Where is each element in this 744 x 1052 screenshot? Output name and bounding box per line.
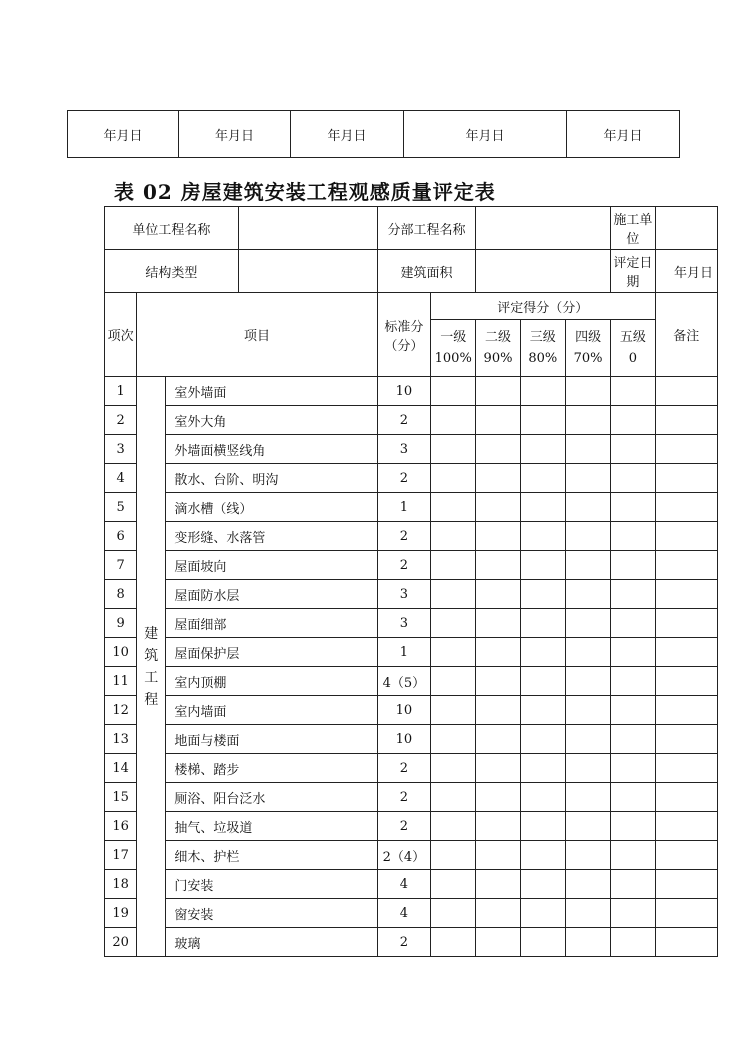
grade-2-score-cell[interactable] [476,464,520,493]
row-item: 室外大角 [166,406,377,435]
grade-5-score-cell[interactable] [611,928,655,957]
grade-5-score-cell[interactable] [611,870,655,899]
row-item: 门安装 [166,870,377,899]
grade-3-score-cell[interactable] [520,609,565,638]
grade-3-header: 三级 80% [520,320,565,377]
row-index: 4 [105,464,137,493]
table-row [105,667,718,696]
remarks-cell[interactable] [655,522,718,551]
grade-3-score-cell[interactable] [520,783,565,812]
remarks-cell[interactable] [655,667,718,696]
row-index: 10 [105,638,137,667]
category-char: 筑 [144,647,159,664]
row-index: 20 [105,928,137,957]
table-row [105,377,718,406]
row-index: 13 [105,725,137,754]
row-standard-score: 2 [377,464,430,493]
row-standard-score: 4 [377,870,430,899]
table-row [105,841,718,870]
grade-5-score-cell[interactable] [611,696,655,725]
grade-4-score-cell[interactable] [565,667,610,696]
remarks-cell[interactable] [655,754,718,783]
category-building-works [137,377,166,957]
quality-evaluation-table [104,206,718,957]
table-row [105,522,718,551]
table-row [105,493,718,522]
grade-1-score-cell[interactable] [431,638,476,667]
grade-2-score-cell[interactable] [476,841,520,870]
grade-1-score-cell[interactable] [431,928,476,957]
row-index: 5 [105,493,137,522]
grade-1-score-cell[interactable] [431,406,476,435]
grade-5-score-cell[interactable] [611,551,655,580]
grade-1-score-cell[interactable] [431,493,476,522]
grade-4-header: 四级 70% [565,320,610,377]
category-char: 建 [144,625,159,642]
sub-project-value[interactable] [476,207,611,250]
grade-4-score-cell[interactable] [565,406,610,435]
row-item: 地面与楼面 [166,725,377,754]
row-index: 11 [105,667,137,696]
grade-4-score-cell[interactable] [565,812,610,841]
remarks-cell[interactable] [655,725,718,754]
row-index: 18 [105,870,137,899]
row-index: 16 [105,812,137,841]
info-row-1 [105,207,718,250]
remarks-header: 备注 [655,293,718,377]
remarks-cell[interactable] [655,377,718,406]
grade-3-score-cell[interactable] [520,406,565,435]
row-item: 窗安装 [166,899,377,928]
grade-3-score-cell[interactable] [520,812,565,841]
remarks-cell[interactable] [655,580,718,609]
row-item: 室内顶棚 [166,667,377,696]
grade-3-score-cell[interactable] [520,754,565,783]
date-cell: 年月日 [68,111,179,158]
row-index: 3 [105,435,137,464]
grade-2-score-cell[interactable] [476,725,520,754]
grade-5-score-cell[interactable] [611,493,655,522]
grade-4-score-cell[interactable] [565,783,610,812]
grade-2-score-cell[interactable] [476,696,520,725]
remarks-cell[interactable] [655,406,718,435]
grade-1-score-cell[interactable] [431,464,476,493]
row-index: 14 [105,754,137,783]
row-standard-score: 1 [377,638,430,667]
row-index: 7 [105,551,137,580]
grade-1-score-cell[interactable] [431,783,476,812]
grade-3-score-cell[interactable] [520,493,565,522]
table-row [105,725,718,754]
row-item: 屋面坡向 [166,551,377,580]
structure-type-label: 结构类型 [105,250,239,293]
row-item: 屋面保护层 [166,638,377,667]
structure-type-value[interactable] [238,250,377,293]
grade-3-score-cell[interactable] [520,522,565,551]
date-cell: 年月日 [291,111,404,158]
grade-5-score-cell[interactable] [611,580,655,609]
row-index: 19 [105,899,137,928]
grade-1-score-cell[interactable] [431,377,476,406]
row-standard-score: 4 [377,899,430,928]
grade-5-score-cell[interactable] [611,725,655,754]
row-item: 外墙面横竖线角 [166,435,377,464]
grade-1-score-cell[interactable] [431,841,476,870]
grade-3-score-cell[interactable] [520,667,565,696]
unit-project-label: 单位工程名称 [105,207,239,250]
grade-5-score-cell[interactable] [611,812,655,841]
date-cell: 年月日 [179,111,291,158]
grade-4-score-cell[interactable] [565,928,610,957]
grade-4-score-cell[interactable] [565,899,610,928]
row-standard-score: 2（4） [377,841,430,870]
grade-5-score-cell[interactable] [611,522,655,551]
row-standard-score: 3 [377,580,430,609]
grade-4-score-cell[interactable] [565,609,610,638]
grade-4-score-cell[interactable] [565,841,610,870]
grade-2-score-cell[interactable] [476,551,520,580]
row-item: 室内墙面 [166,696,377,725]
grade-1-header: 一级 100% [431,320,476,377]
index-header: 项次 [105,293,137,377]
grade-2-score-cell[interactable] [476,667,520,696]
grade-2-score-cell[interactable] [476,435,520,464]
standard-score-header [377,293,430,377]
row-standard-score: 2 [377,754,430,783]
row-standard-score: 2 [377,783,430,812]
row-standard-score: 10 [377,377,430,406]
row-index: 15 [105,783,137,812]
category-char: 程 [144,691,159,708]
grade-2-score-cell[interactable] [476,580,520,609]
row-item: 细木、护栏 [166,841,377,870]
row-item: 室外墙面 [166,377,377,406]
info-row-2 [105,250,718,293]
table-row [105,899,718,928]
table-row [105,696,718,725]
grade-4-score-cell[interactable] [565,754,610,783]
row-index: 8 [105,580,137,609]
grade-4-score-cell[interactable] [565,870,610,899]
grade-1-score-cell[interactable] [431,696,476,725]
grade-1-score-cell[interactable] [431,609,476,638]
grade-2-score-cell[interactable] [476,899,520,928]
grade-2-score-cell[interactable] [476,870,520,899]
signature-date-table [67,110,680,158]
grade-4-score-cell[interactable] [565,522,610,551]
grade-3-score-cell[interactable] [520,696,565,725]
row-standard-score: 3 [377,609,430,638]
grade-3-score-cell[interactable] [520,928,565,957]
row-standard-score: 10 [377,696,430,725]
remarks-cell[interactable] [655,783,718,812]
grade-5-score-cell[interactable] [611,841,655,870]
grade-4-score-cell[interactable] [565,580,610,609]
grade-1-score-cell[interactable] [431,899,476,928]
grade-5-score-cell[interactable] [611,667,655,696]
table-row [105,464,718,493]
grade-1-score-cell[interactable] [431,812,476,841]
remarks-cell[interactable] [655,609,718,638]
grade-1-score-cell[interactable] [431,725,476,754]
unit-project-value[interactable] [238,207,377,250]
grade-3-score-cell[interactable] [520,551,565,580]
grade-4-score-cell[interactable] [565,435,610,464]
table-row [105,783,718,812]
remarks-cell[interactable] [655,928,718,957]
grade-3-score-cell[interactable] [520,841,565,870]
row-standard-score: 10 [377,725,430,754]
remarks-cell[interactable] [655,841,718,870]
building-area-value[interactable] [476,250,611,293]
construction-unit-label: 施工单位 [611,207,655,250]
grade-3-score-cell[interactable] [520,899,565,928]
row-index: 9 [105,609,137,638]
remarks-cell[interactable] [655,696,718,725]
row-item: 散水、台阶、明沟 [166,464,377,493]
grade-2-header: 二级 90% [476,320,520,377]
table-row [105,870,718,899]
grade-4-score-cell[interactable] [565,464,610,493]
row-item: 屋面细部 [166,609,377,638]
grade-2-score-cell[interactable] [476,609,520,638]
standard-score-unit: （分） [384,338,424,354]
row-item: 楼梯、踏步 [166,754,377,783]
grade-2-score-cell[interactable] [476,493,520,522]
grade-2-score-cell[interactable] [476,754,520,783]
grade-5-score-cell[interactable] [611,435,655,464]
date-cell: 年月日 [404,111,567,158]
grade-5-score-cell[interactable] [611,406,655,435]
grade-2-score-cell[interactable] [476,783,520,812]
row-index: 17 [105,841,137,870]
row-standard-score: 4（5） [377,667,430,696]
table-row [105,435,718,464]
row-item: 玻璃 [166,928,377,957]
row-standard-score: 2 [377,812,430,841]
grade-4-score-cell[interactable] [565,551,610,580]
row-index: 6 [105,522,137,551]
remarks-cell[interactable] [655,464,718,493]
grade-5-score-cell[interactable] [611,609,655,638]
row-item: 变形缝、水落管 [166,522,377,551]
item-header: 项目 [137,293,378,377]
grade-4-score-cell[interactable] [565,696,610,725]
row-index: 2 [105,406,137,435]
score-group-header: 评定得分（分） [431,293,655,320]
remarks-cell[interactable] [655,899,718,928]
grade-2-score-cell[interactable] [476,928,520,957]
row-standard-score: 2 [377,928,430,957]
grade-5-score-cell[interactable] [611,638,655,667]
grade-5-score-cell[interactable] [611,754,655,783]
evaluation-date-label: 评定日期 [611,250,655,293]
date-cell: 年月日 [567,111,680,158]
grade-1-score-cell[interactable] [431,580,476,609]
table-row [105,812,718,841]
building-area-label: 建筑面积 [377,250,476,293]
category-char: 工 [144,669,159,686]
table-row [105,754,718,783]
row-item: 屋面防水层 [166,580,377,609]
grade-3-score-cell[interactable] [520,638,565,667]
table-row [105,609,718,638]
grade-2-score-cell[interactable] [476,377,520,406]
row-item: 滴水槽（线） [166,493,377,522]
row-item: 抽气、垃圾道 [166,812,377,841]
grade-2-score-cell[interactable] [476,406,520,435]
table-row [105,928,718,957]
grade-5-score-cell[interactable] [611,377,655,406]
evaluation-date-value[interactable]: 年月日 [655,250,718,293]
remarks-cell[interactable] [655,435,718,464]
grade-1-score-cell[interactable] [431,870,476,899]
grade-1-score-cell[interactable] [431,522,476,551]
row-standard-score: 2 [377,551,430,580]
grade-3-score-cell[interactable] [520,464,565,493]
table-row [105,638,718,667]
row-index: 1 [105,377,137,406]
standard-score-label: 标准分 [384,319,424,335]
table-row [105,406,718,435]
remarks-cell[interactable] [655,551,718,580]
header-row-1 [105,293,718,320]
remarks-cell[interactable] [655,493,718,522]
grade-4-score-cell[interactable] [565,638,610,667]
grade-2-score-cell[interactable] [476,638,520,667]
grade-5-score-cell[interactable] [611,464,655,493]
grade-3-score-cell[interactable] [520,435,565,464]
grade-1-score-cell[interactable] [431,551,476,580]
row-standard-score: 2 [377,522,430,551]
grade-1-score-cell[interactable] [431,435,476,464]
grade-1-score-cell[interactable] [431,754,476,783]
grade-1-score-cell[interactable] [431,667,476,696]
grade-5-header: 五级 0 [611,320,655,377]
row-item: 厕浴、阳台泛水 [166,783,377,812]
row-standard-score: 2 [377,406,430,435]
sub-project-label: 分部工程名称 [377,207,476,250]
grade-4-score-cell[interactable] [565,377,610,406]
row-standard-score: 1 [377,493,430,522]
grade-4-score-cell[interactable] [565,493,610,522]
remarks-cell[interactable] [655,638,718,667]
grade-2-score-cell[interactable] [476,812,520,841]
table-row [105,580,718,609]
row-index: 12 [105,696,137,725]
row-standard-score: 3 [377,435,430,464]
grade-3-score-cell[interactable] [520,377,565,406]
remarks-cell[interactable] [655,812,718,841]
grade-3-score-cell[interactable] [520,870,565,899]
grade-3-score-cell[interactable] [520,725,565,754]
form-title: 表 02 房屋建筑安装工程观感质量评定表 [114,180,496,204]
table-row [105,551,718,580]
grade-3-score-cell[interactable] [520,580,565,609]
grade-2-score-cell[interactable] [476,522,520,551]
grade-4-score-cell[interactable] [565,725,610,754]
grade-5-score-cell[interactable] [611,783,655,812]
construction-unit-value[interactable] [655,207,718,250]
grade-5-score-cell[interactable] [611,899,655,928]
remarks-cell[interactable] [655,870,718,899]
